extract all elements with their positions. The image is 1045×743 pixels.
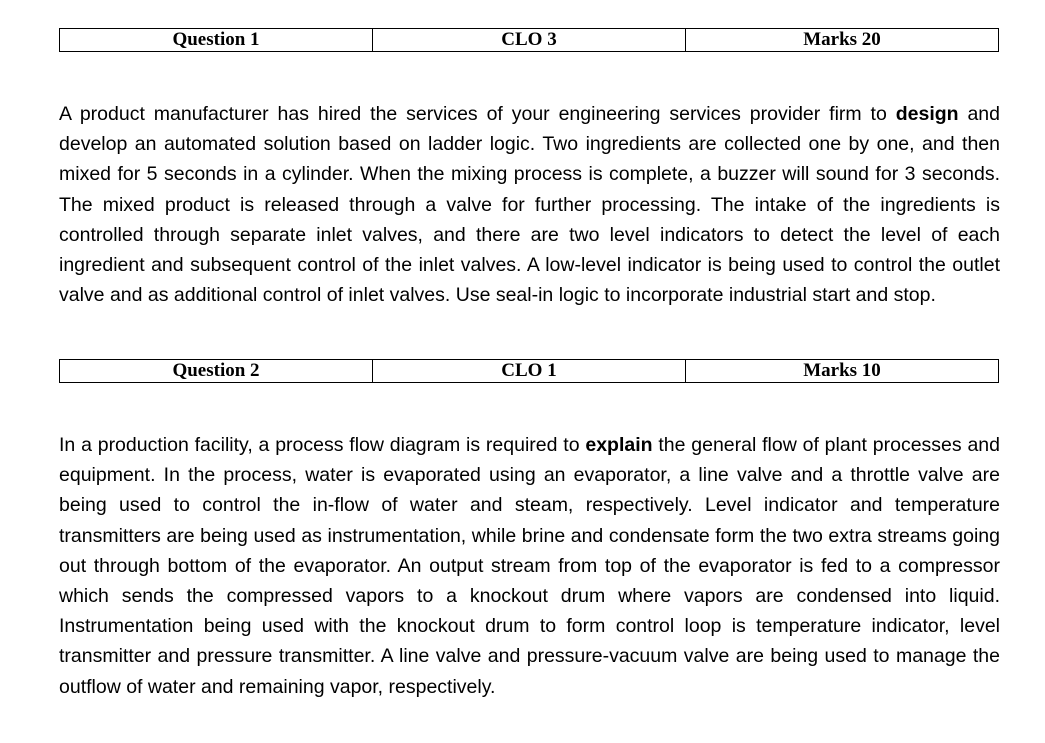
question-2-header-row (60, 360, 999, 383)
question-1-text (59, 99, 1000, 310)
question-2-marks: Marks 10 (686, 360, 999, 383)
question-2-label: Question 2 (60, 360, 373, 383)
question-2-clo: CLO 1 (373, 360, 686, 383)
question-2-header-table (59, 359, 999, 383)
question-1-header-row (60, 29, 999, 52)
question-1-emphasis: design (895, 103, 959, 125)
question-1-clo: CLO 3 (373, 29, 686, 52)
question-1-text-part1: A product manufacturer has hired the services of your engineering services provider firm to (59, 103, 896, 125)
question-2-text (59, 430, 1000, 702)
question-2-text-part2: the general flow of plant processes and equipment. In the process, water is evaporated using an evaporator, a line valve and a throttle valve are being used to control the in-flow of water and steam, respectively. Level indicator and temperature transmitters are being used as instrumentation, while brine and condensate form the two extra streams going out through bottom of the evaporator. An output stream from top of the evaporator is fed to a compressor which sends the compressed vapors to a knockout drum where vapors are condensed into liquid. Instrumentation being used with the knockout drum to form control loop is temperature indicator, level transmitter and pressure transmitter. A line valve and pressure-vacuum valve are being used to manage the outflow of water and remaining vapor, respectively. (59, 434, 1000, 698)
question-1-text-part2: and develop an automated solution based on ladder logic. Two ingredients are collected one by one, and then mixed for 5 seconds in a cylinder. When the mixing process is complete, a buzzer will sound for 3 seconds. The mixed product is released through a valve for further processing. The intake of the ingredients is controlled through separate inlet valves, and there are two level indicators to detect the level of each ingredient and subsequent control of the inlet valves. A low-level indicator is being used to control the outlet valve and as additional control of inlet valves. Use seal-in logic to incorporate industrial start and stop. (59, 103, 1000, 307)
question-1-marks: Marks 20 (686, 29, 999, 52)
question-1-header-table (59, 28, 999, 52)
question-2-text-part1: In a production facility, a process flow diagram is required to (59, 434, 586, 456)
question-2-emphasis: explain (585, 434, 653, 456)
question-1-label: Question 1 (60, 29, 373, 52)
